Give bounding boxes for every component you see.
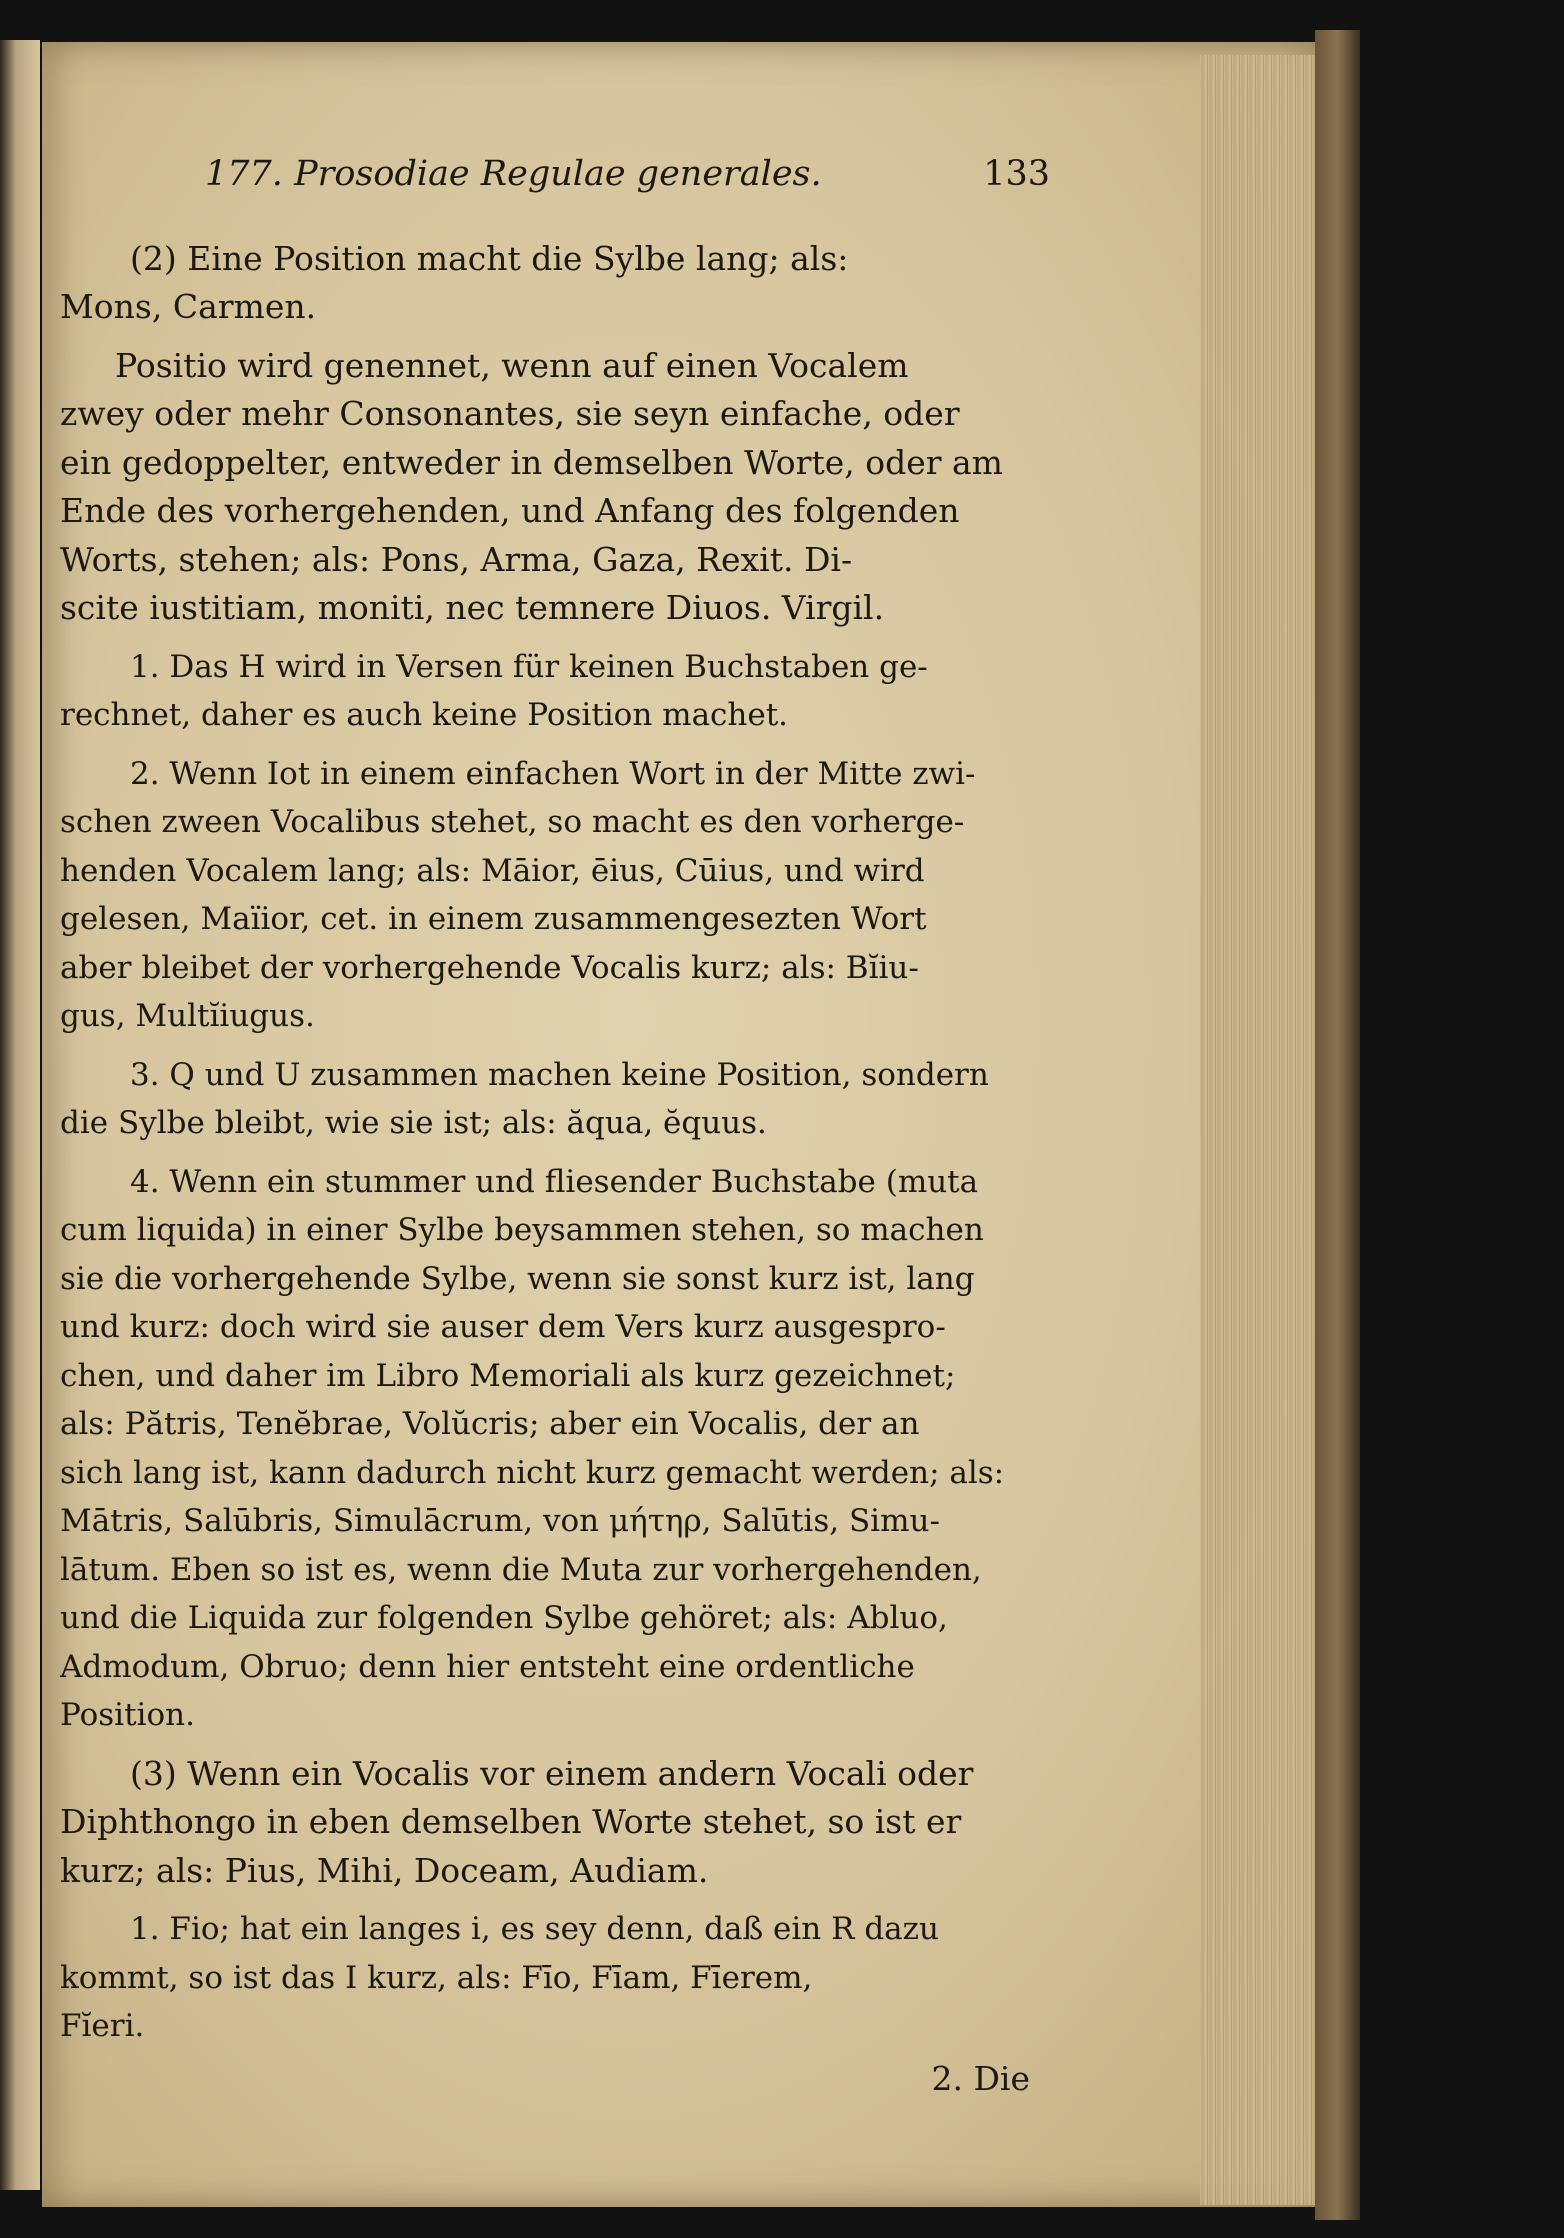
- paragraph-p7: [60, 1750, 1050, 1896]
- page-number: 133: [983, 154, 1050, 194]
- text-line: rechnet, daher es auch keine Position machet.: [60, 697, 789, 733]
- paragraph-p5: [60, 1051, 1050, 1148]
- text-line: Worts, stehen; als: Pons, Arma, Gaza, Rexit. Di-: [60, 539, 853, 579]
- running-header: [205, 150, 1050, 199]
- text-line: gelesen, Maïior, cet. in einem zusammengesezten Wort: [60, 901, 927, 937]
- text-line: scite iustitiam, moniti, nec temnere Diuos. Virgil.: [60, 588, 885, 627]
- book-cover-edge: [1315, 30, 1360, 2220]
- text-line: Fĭeri.: [60, 2008, 145, 2044]
- header-title-text: Prosodiae Regulae generales.: [294, 154, 822, 194]
- text-line: henden Vocalem lang; als: Māior, ēius, Cūius, und wird: [60, 852, 925, 889]
- text-line: sich lang ist, kann dadurch nicht kurz gemacht werden; als:: [60, 1454, 1005, 1491]
- text-line: 1. Fio; hat ein langes i, es sey denn, daß ein R dazu: [130, 1911, 939, 1947]
- text-line: zwey oder mehr Consonantes, sie seyn einfache, oder: [60, 394, 960, 433]
- body-paragraphs: [60, 235, 1050, 2051]
- text-line: cum liquida) in einer Sylbe beysammen stehen, so machen: [60, 1212, 984, 1248]
- text-line: Positio wird genennet, wenn auf einen Vocalem: [115, 345, 909, 385]
- text-line: kommt, so ist das I kurz, als: Fīo, Fīam, Fīerem,: [60, 1959, 813, 1996]
- text-line: 1. Das H wird in Versen für keinen Buchstaben ge-: [130, 648, 928, 685]
- page-fore-edge: [1200, 55, 1315, 2205]
- text-line: schen zween Vocalibus stehet, so macht es den vorherge-: [60, 804, 965, 840]
- text-line: und die Liquida zur folgenden Sylbe gehöret; als: Abluo,: [60, 1600, 948, 1636]
- text-line: die Sylbe bleibt, wie sie ist; als: ăqua, ĕquus.: [60, 1105, 767, 1141]
- text-line: als: Pătris, Tenĕbrae, Volŭcris; aber ein Vocalis, der an: [60, 1406, 920, 1442]
- paragraph-p8: [60, 1905, 1050, 2051]
- paragraph-p1: [60, 235, 1050, 332]
- text-line: (3) Wenn ein Vocalis vor einem andern Vocali oder: [130, 1753, 974, 1793]
- text-line: lātum. Eben so ist es, wenn die Muta zur vorhergehenden,: [60, 1551, 982, 1588]
- paragraph-p4: [60, 750, 1050, 1041]
- text-line: 4. Wenn ein stummer und fliesender Buchstabe (muta: [130, 1163, 979, 1200]
- text-line: aber bleibet der vorhergehende Vocalis kurz; als: Bĭiu-: [60, 949, 919, 986]
- text-line: sie die vorhergehende Sylbe, wenn sie sonst kurz ist, lang: [60, 1260, 975, 1297]
- paragraph-p2: [60, 342, 1050, 633]
- text-line: 3. Q und U zusammen machen keine Position, sondern: [130, 1056, 989, 1093]
- paragraph-p3: [60, 643, 1050, 740]
- section-number: 177.: [205, 154, 283, 194]
- text-line: 2. Wenn Iot in einem einfachen Wort in der Mitte zwi-: [130, 755, 976, 792]
- text-line: Admodum, Obruo; denn hier entsteht eine ordentliche: [60, 1648, 915, 1685]
- text-line: und kurz: doch wird sie auser dem Vers kurz ausgespro-: [60, 1309, 946, 1345]
- catchword: 2. Die: [931, 2058, 1030, 2098]
- text-line: Ende des vorhergehenden, und Anfang des folgenden: [60, 491, 960, 530]
- text-line: Mātris, Salūbris, Simulācrum, von μήτηρ, Salūtis, Simu-: [60, 1503, 940, 1539]
- text-line: ein gedoppelter, entweder in demselben Worte, oder am: [60, 442, 1003, 482]
- text-line: Position.: [60, 1697, 195, 1733]
- text-line: Diphthongo in eben demselben Worte stehet, so ist er: [60, 1802, 962, 1841]
- page-text: [60, 150, 1050, 2103]
- text-line: gus, Multĭiugus.: [60, 998, 315, 1034]
- text-line: Mons, Carmen.: [60, 287, 317, 326]
- text-line: chen, und daher im Libro Memoriali als kurz gezeichnet;: [60, 1357, 956, 1394]
- paragraph-p6: [60, 1158, 1050, 1740]
- header-title: [205, 150, 822, 199]
- facing-page-edge: [0, 40, 40, 2190]
- text-line: (2) Eine Position macht die Sylbe lang; als:: [130, 238, 849, 278]
- text-line: kurz; als: Pius, Mihi, Doceam, Audiam.: [60, 1850, 709, 1890]
